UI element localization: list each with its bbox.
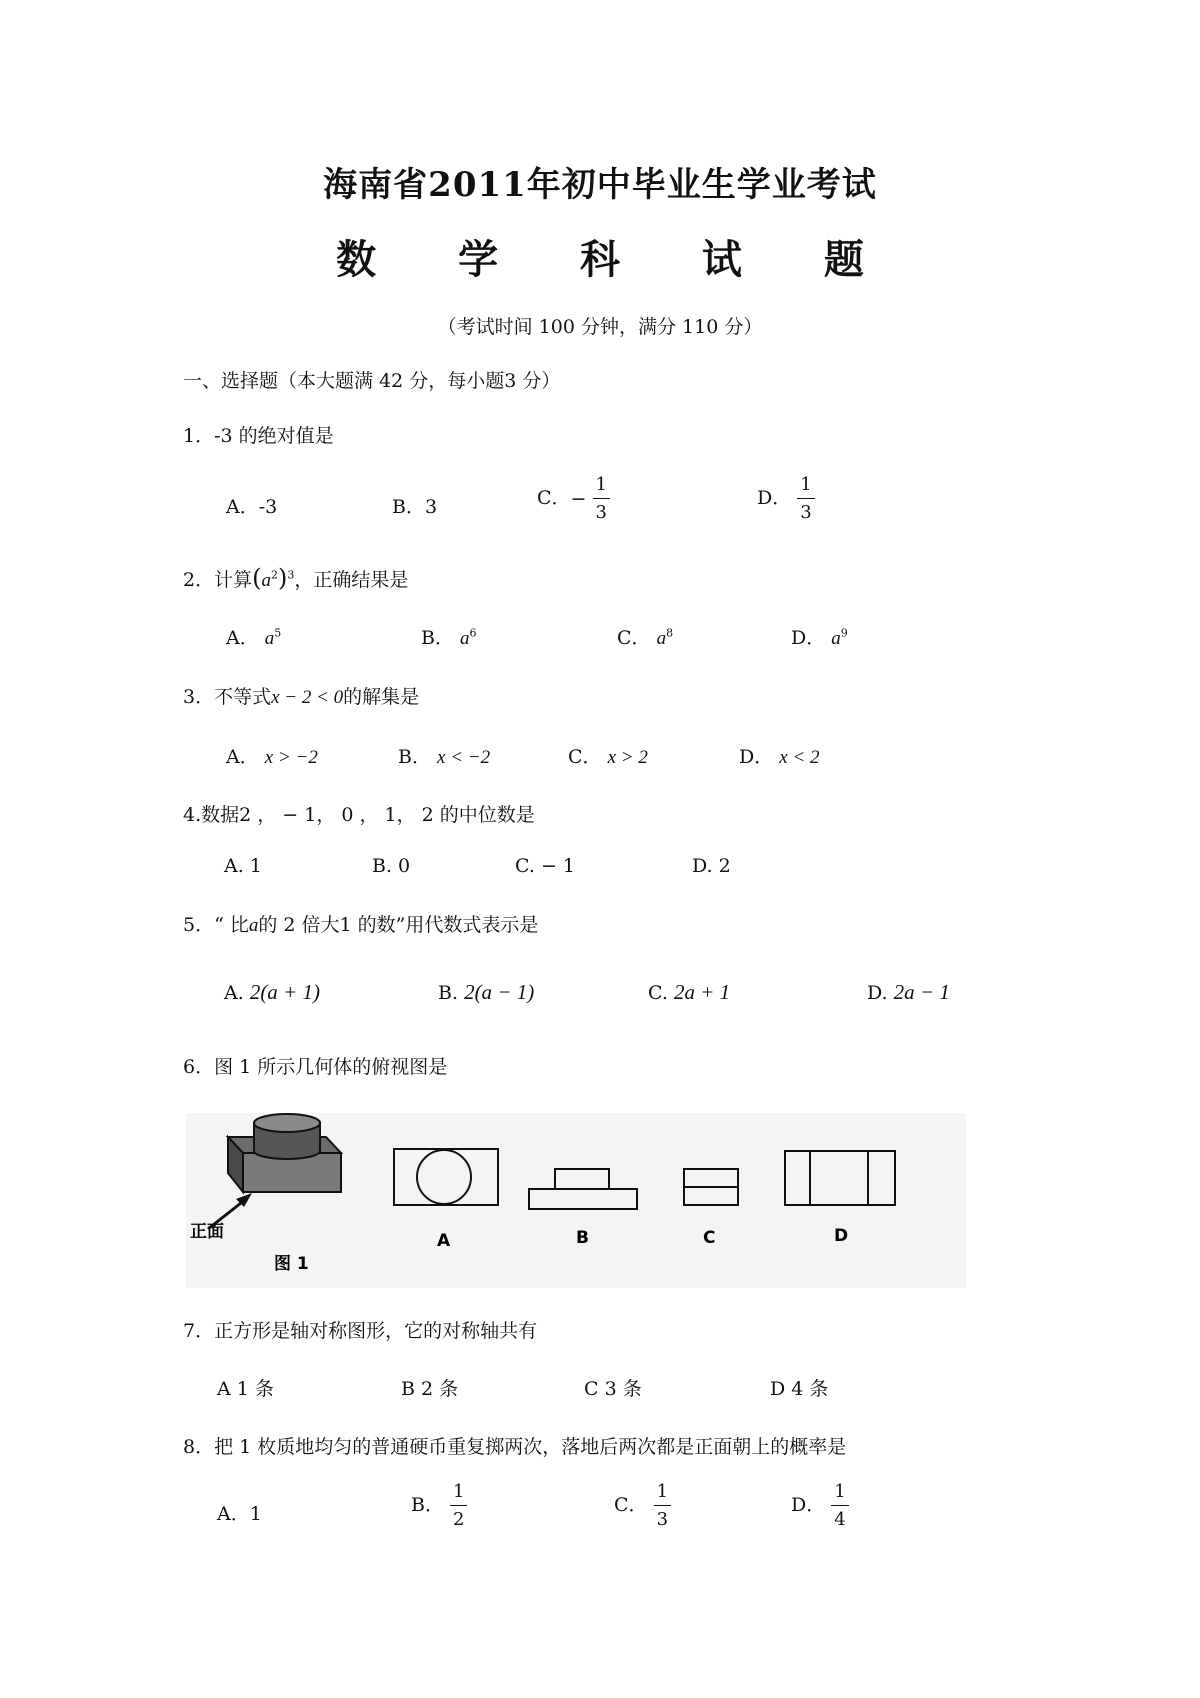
q8-b-denominator: 2 [453, 1509, 465, 1530]
q3-option-d-label: D． [739, 746, 774, 768]
view-a-rectangle [394, 1149, 498, 1205]
q3-option-d-expr: x < 2 [779, 747, 820, 768]
view-a-label: A [437, 1231, 451, 1251]
q2-option-b-var: a [460, 628, 470, 649]
q4-option-b: B. 0 [372, 855, 411, 877]
question-8-stem: 8．把 1 枚质地均匀的普通硬币重复掷两次，落地后两次都是正面朝上的概率是 [183, 1436, 847, 1458]
q3-option-a [226, 742, 318, 769]
q7-option-c: C 3 条 [584, 1378, 642, 1400]
q5-option-a [224, 980, 320, 1005]
q5-option-a-label: A. [224, 982, 244, 1004]
q2-option-a-var: a [264, 628, 275, 649]
view-c-label: C [703, 1228, 716, 1248]
q3-option-c-label: C． [568, 746, 602, 768]
q8-c-numerator: 1 [654, 1483, 671, 1506]
question-4-stem: 4.数据2 ， − 1， 0 ， 1， 2 的中位数是 [183, 804, 535, 826]
q2-option-c-exp: 8 [666, 626, 674, 640]
q2-option-a-label: A． [226, 627, 259, 649]
q8-d-numerator: 1 [831, 1483, 848, 1506]
q2-option-a [226, 623, 281, 650]
q1-option-a: A．-3 [226, 496, 278, 518]
q8-option-c-fraction [654, 1483, 671, 1529]
view-d-label: D [834, 1226, 849, 1246]
q4-option-a: A. 1 [224, 855, 262, 877]
q1-d-denominator: 3 [800, 502, 812, 523]
q7-option-d: D 4 条 [770, 1378, 829, 1400]
question-6-stem: 6．图 1 所示几何体的俯视图是 [183, 1056, 448, 1078]
q5-option-d-expr: 2a − 1 [893, 980, 950, 1004]
q2-option-b-label: B． [421, 627, 454, 649]
q6-figure-panel [186, 1113, 966, 1288]
q2-paren-open: ( [252, 564, 262, 592]
view-b-label: B [576, 1228, 589, 1248]
question-1-stem: 1．-3 的绝对值是 [183, 425, 334, 447]
q2-option-d-var: a [831, 628, 841, 649]
q8-option-c-label: C． [614, 1494, 648, 1516]
question-3-stem [183, 682, 419, 709]
q5-option-c-expr: 2a + 1 [673, 980, 731, 1004]
q2-option-d-exp: 9 [840, 626, 848, 640]
q3-option-a-expr: x > −2 [264, 747, 318, 768]
q8-option-b-fraction [450, 1483, 467, 1529]
question-7-stem: 7．正方形是轴对称图形，它的对称轴共有 [183, 1320, 538, 1342]
q2-option-b [421, 623, 477, 650]
q5-option-d [867, 980, 950, 1005]
section-heading: 一、选择题（本大题满 42 分，每小题3 分） [183, 370, 561, 392]
q1-option-c-fraction [593, 476, 610, 522]
q8-option-d-fraction [831, 1483, 848, 1529]
q8-option-d [791, 1483, 849, 1529]
q2-outer-exponent: 3 [287, 568, 295, 582]
q8-option-b-label: B． [411, 1494, 444, 1516]
q5-suffix: 的 2 倍大1 的数”用代数式表示是 [258, 914, 539, 936]
q1-option-d-label: D． [757, 487, 792, 509]
view-b [529, 1169, 637, 1209]
q1-option-c [537, 476, 610, 522]
q3-option-d [739, 742, 820, 769]
q8-c-denominator: 3 [656, 1509, 669, 1530]
q3-option-c-expr: x > 2 [607, 747, 648, 768]
q2-paren-close: ) [277, 564, 288, 592]
q1-option-b: B．3 [392, 496, 438, 518]
q5-option-b-expr: 2(a − 1) [464, 980, 535, 1004]
view-d-rectangle [785, 1151, 895, 1205]
q2-prefix: 2．计算 [183, 569, 253, 591]
view-c [684, 1169, 738, 1205]
q2-option-a-exp: 5 [274, 626, 282, 640]
q2-option-d [791, 623, 848, 650]
q1-option-d-fraction [797, 476, 814, 522]
q2-option-c-var: a [656, 628, 667, 649]
view-b-top-block [555, 1169, 609, 1189]
view-b-base-block [529, 1189, 637, 1209]
q2-base: a [261, 570, 271, 591]
q5-option-c [648, 980, 730, 1005]
question-5-stem [183, 910, 538, 937]
q5-option-a-expr: 2(a + 1) [249, 980, 320, 1004]
view-d [785, 1151, 895, 1205]
q2-option-c-label: C． [617, 627, 651, 649]
q3-option-a-label: A． [226, 746, 259, 768]
solid-figure-1 [208, 1114, 341, 1229]
front-label: 正面 [190, 1222, 224, 1242]
q8-option-a: A．1 [217, 1503, 262, 1525]
q1-option-c-sign: − [570, 488, 587, 510]
exam-info: （考试时间 100 分钟，满分 110 分） [437, 316, 763, 338]
q8-b-numerator: 1 [450, 1483, 467, 1506]
q4-option-d: D. 2 [692, 855, 731, 877]
q3-option-b-label: B． [398, 746, 431, 768]
q7-option-a: A 1 条 [217, 1378, 274, 1400]
q1-c-denominator: 3 [595, 502, 607, 523]
question-2-stem [183, 564, 408, 592]
q5-option-b-label: B. [438, 982, 459, 1004]
view-a-circle [417, 1150, 471, 1204]
q3-option-b-expr: x < −2 [437, 747, 491, 768]
q5-option-d-label: D. [867, 982, 888, 1004]
exam-title: 海南省2011年初中毕业生学业考试 [323, 165, 877, 205]
q3-option-b [398, 742, 490, 769]
q2-inner-exponent: 2 [270, 568, 278, 582]
q2-suffix: ，正确结果是 [294, 569, 409, 591]
q2-option-c [617, 623, 673, 650]
cylinder-top [254, 1114, 320, 1132]
q1-c-numerator: 1 [593, 476, 610, 499]
q8-option-c [614, 1483, 671, 1529]
q5-option-c-label: C. [648, 982, 668, 1004]
view-a [394, 1149, 498, 1205]
q3-suffix: 的解集是 [343, 686, 420, 708]
q1-option-d [757, 476, 815, 522]
q2-option-d-label: D． [791, 627, 826, 649]
q5-prefix: 5．“ 比 [183, 914, 249, 936]
q8-option-d-label: D． [791, 1494, 826, 1516]
q8-option-b [411, 1483, 467, 1529]
q5-option-b [438, 980, 534, 1005]
q3-option-c [568, 742, 648, 769]
q7-option-b: B 2 条 [401, 1378, 459, 1400]
q4-option-c: C. − 1 [515, 855, 575, 877]
figure-1-label: 图 1 [274, 1254, 309, 1274]
q1-option-c-label: C． [537, 487, 571, 509]
q5-var: a [248, 915, 259, 936]
q8-d-denominator: 4 [834, 1509, 846, 1530]
q3-prefix: 3．不等式 [183, 686, 272, 708]
q1-d-numerator: 1 [797, 476, 814, 499]
q2-option-b-exp: 6 [469, 626, 477, 640]
subject-title: 数 学 科 试 题 [336, 236, 898, 283]
q3-expression: x − 2 < 0 [271, 687, 344, 708]
q6-figure-svg [186, 1113, 966, 1288]
